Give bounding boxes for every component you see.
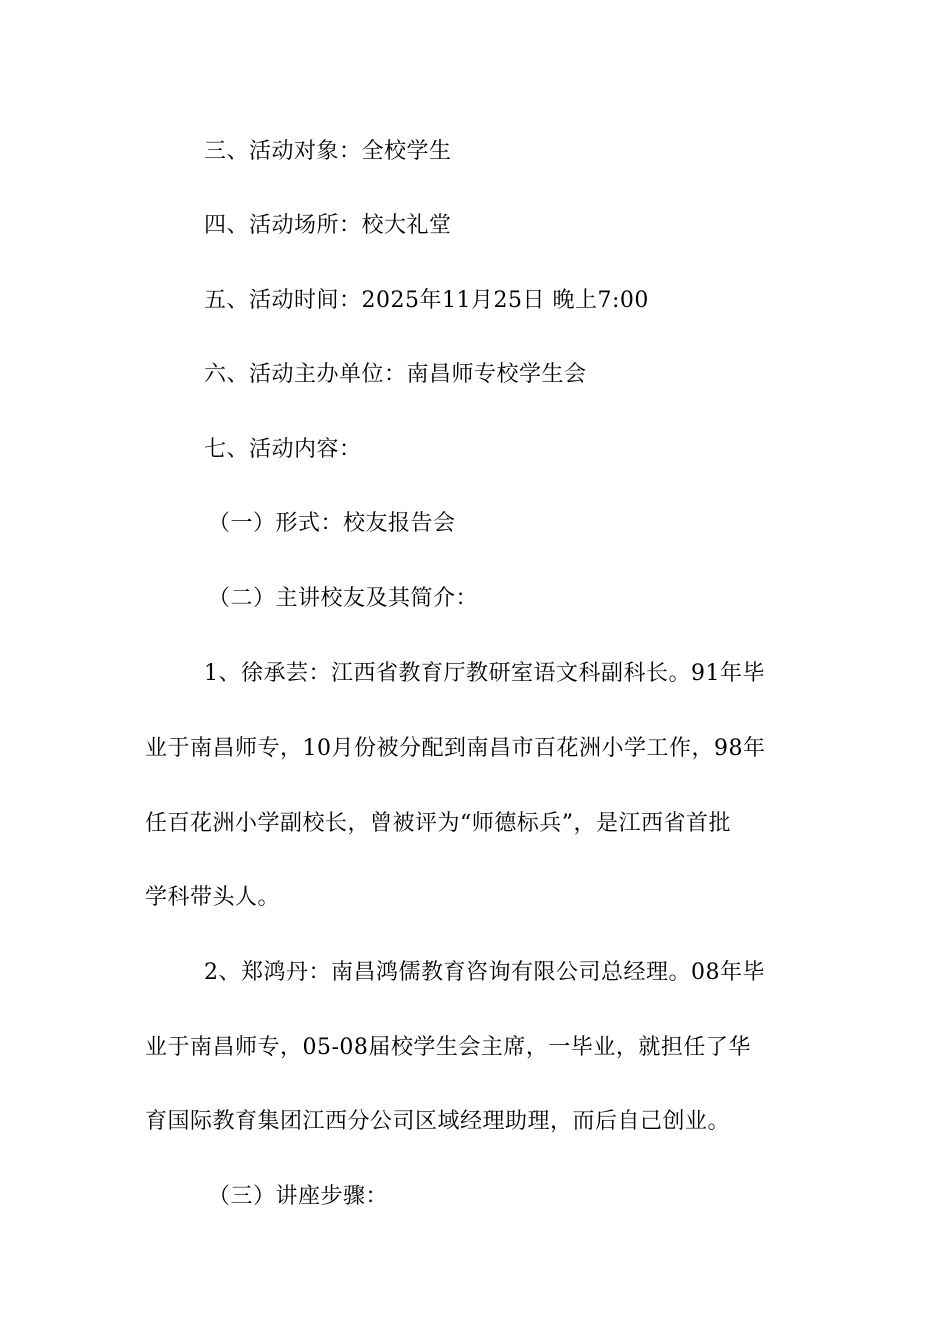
paragraph-line: 任百花洲小学副校长，曾被评为“师德标兵”，是江西省首批 xyxy=(145,811,731,836)
item-target-audience: 三、活动对象：全校学生 xyxy=(204,139,452,164)
paragraph-line: 2、郑鸿丹：南昌鸿儒教育咨询有限公司总经理。08年毕 xyxy=(204,960,765,985)
item-time: 五、活动时间：2025年11月25日 晚上7:00 xyxy=(204,288,649,313)
item-organizer: 六、活动主办单位：南昌师专校学生会 xyxy=(204,362,587,387)
sub-item-format: （一）形式：校友报告会 xyxy=(208,511,456,536)
paragraph-line: 业于南昌师专，05-08届校学生会主席，一毕业，就担任了华 xyxy=(145,1035,751,1060)
sub-item-speakers: （二）主讲校友及其简介： xyxy=(208,586,479,611)
sub-item-steps: （三）讲座步骤： xyxy=(208,1184,389,1209)
paragraph-line: 业于南昌师专，10月份被分配到南昌市百花洲小学工作，98年 xyxy=(145,736,766,761)
paragraph-line: 1、徐承芸：江西省教育厅教研室语文科副科长。91年毕 xyxy=(204,661,765,686)
paragraph-line: 学科带头人。 xyxy=(145,885,281,910)
item-venue: 四、活动场所：校大礼堂 xyxy=(204,213,452,238)
item-content-heading: 七、活动内容： xyxy=(204,437,362,462)
paragraph-line: 育国际教育集团江西分公司区域经理助理，而后自己创业。 xyxy=(145,1109,731,1134)
